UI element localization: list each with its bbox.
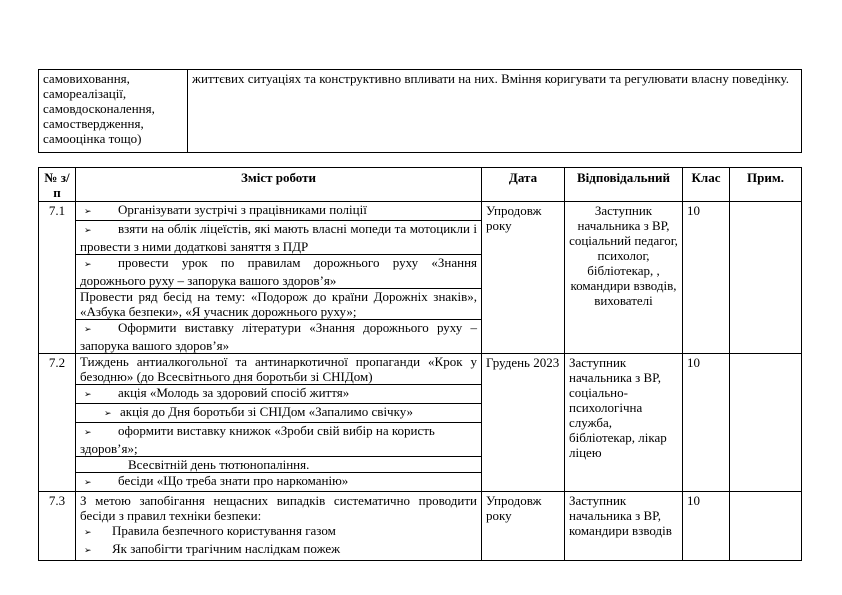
row-class: 10 (683, 202, 730, 354)
list-item: ➢ Організувати зустрічі з працівниками поліції (76, 202, 481, 221)
header-content: Зміст роботи (76, 168, 482, 202)
top-left-line: самовиховання, (43, 71, 130, 86)
arrow-bullet-icon: ➢ (84, 478, 92, 488)
top-left-cell (39, 70, 188, 153)
row-note (730, 202, 802, 354)
row-content (76, 492, 482, 561)
arrow-bullet-icon: ➢ (84, 390, 92, 400)
top-right-cell: життєвих ситуаціях та конструктивно впливати на них. Вміння коригувати та регулювати власну поведінку. (188, 70, 802, 153)
arrow-bullet-icon: ➢ (84, 226, 92, 236)
list-item: ➢ взяти на облік ліцеїстів, які мають власні мопеди та мотоцикли і провести з ними додаткові заняття з ПДР (76, 221, 481, 255)
table-row (39, 70, 802, 153)
header-date: Дата (482, 168, 565, 202)
header-row (39, 168, 802, 202)
row-intro: З метою запобігання нещасних випадків систематично проводити бесіди з правил техніки безпеки: (80, 493, 477, 523)
top-left-line: самоствердження, (43, 116, 144, 131)
list-item: ➢ провести урок по правилам дорожнього руху «Знання дорожнього руху – запорука вашого здоров’я» (76, 255, 481, 289)
table-row (39, 492, 802, 561)
row-responsible: Заступник начальника з ВР, командири взводів (565, 492, 683, 561)
table-row (39, 354, 802, 492)
header-note: Прим. (730, 168, 802, 202)
list-item: ➢ Як запобігти трагічним наслідкам пожеж (80, 541, 477, 559)
list-item: ➢ акція до Дня боротьби зі СНІДом «Запалимо свічку» (76, 404, 481, 423)
plan-table (38, 167, 802, 561)
row-class: 10 (683, 354, 730, 492)
top-left-line: самовдосконалення, (43, 101, 155, 116)
row-content (76, 354, 482, 492)
arrow-bullet-icon: ➢ (84, 207, 92, 217)
list-item: ➢ Правила безпечного користування газом (80, 523, 477, 541)
list-item: ➢ акція «Молодь за здоровий спосіб життя» (76, 385, 481, 404)
table-row (39, 202, 802, 354)
arrow-bullet-icon: ➢ (84, 428, 92, 438)
arrow-bullet-icon: ➢ (84, 325, 92, 335)
arrow-bullet-icon: ➢ (84, 528, 92, 538)
top-table (38, 69, 802, 153)
top-left-line: самореалізації, (43, 86, 127, 101)
arrow-bullet-icon: ➢ (84, 260, 92, 270)
arrow-bullet-icon: ➢ (84, 546, 92, 556)
list-item: Всесвітній день тютюнопаління. (76, 457, 481, 473)
row-content (76, 202, 482, 354)
row-class: 10 (683, 492, 730, 561)
row-note (730, 492, 802, 561)
row-date: Грудень 2023 (482, 354, 565, 492)
row-num: 7.3 (39, 492, 76, 561)
row-responsible: Заступник начальника з ВР, соціально-психологічна служба, бібліотекар, лікар ліцею (565, 354, 683, 492)
list-item: Тиждень антиалкогольної та антинаркотичної пропаганди «Крок у безодню» (до Всесвітнього дня боротьби зі СНІДом) (76, 354, 481, 385)
list-item: ➢ оформити виставку книжок «Зроби свій вибір на користь здоров’я»; (76, 423, 481, 457)
list-item: ➢ Оформити виставку літератури «Знання дорожнього руху – запорука вашого здоров’я» (80, 320, 477, 353)
header-num: № з/п (39, 168, 76, 202)
row-note (730, 354, 802, 492)
list-item: ➢ бесіди «Що треба знати про наркоманію» (76, 473, 481, 491)
header-class: Клас (683, 168, 730, 202)
row-num: 7.1 (39, 202, 76, 354)
row-date: Упродовж року (482, 492, 565, 561)
row-num: 7.2 (39, 354, 76, 492)
top-left-line: самооцінка тощо) (43, 131, 142, 146)
row-responsible: Заступник начальника з ВР, соціальний педагог, психолог, бібліотекар, , командири взводів, вихователі (565, 202, 683, 354)
arrow-bullet-icon: ➢ (104, 409, 112, 419)
list-item: Провести ряд бесід на тему: «Подорож до країни Дорожніх знаків», «Азбука безпеки», «Я учасник дорожнього руху»; (76, 289, 481, 320)
row-date: Упродовж року (482, 202, 565, 354)
header-responsible: Відповідальний (565, 168, 683, 202)
